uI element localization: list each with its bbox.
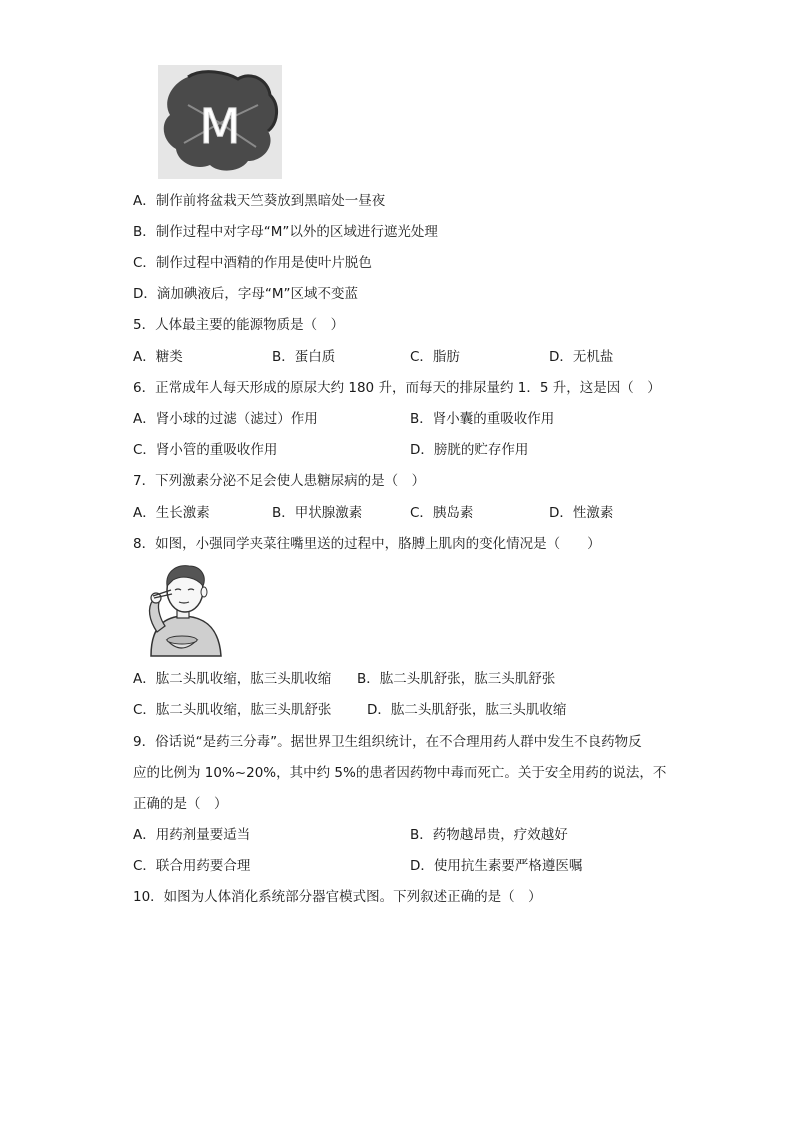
q5-option-b: B．蛋白质 [272,349,336,365]
q4-option-c: C．制作过程中酒精的作用是使叶片脱色 [133,255,372,271]
q6-option-a: A．肾小球的过滤（滤过）作用 [133,411,318,427]
leaf-illustration [158,65,282,179]
q9-option-a: A．用药剂量要适当 [133,827,251,843]
q7-option-a: A．生长激素 [133,505,210,521]
q8-stem: 8．如图，小强同学夹菜往嘴里送的过程中，胳膊上肌肉的变化情况是（ ） [133,536,601,552]
q6-option-d: D．膀胱的贮存作用 [410,442,529,458]
q6-option-c: C．肾小管的重吸收作用 [133,442,278,458]
q8-option-a: A．肱二头肌收缩，肱三头肌收缩 [133,671,332,687]
q9-stem-line-3: 正确的是（ ） [133,796,228,812]
leaf-letter-m: M [199,99,241,155]
q7-option-d: D．性激素 [549,505,614,521]
q6-option-b: B．肾小囊的重吸收作用 [410,411,555,427]
q5-option-d: D．无机盐 [549,349,614,365]
q7-stem: 7．下列激素分泌不足会使人患糖尿病的是（ ） [133,473,426,489]
q5-option-a: A．糖类 [133,349,183,365]
leaf-photo-figure [158,65,282,179]
q6-stem: 6．正常成年人每天形成的原尿大约 180 升，而每天的排尿量约 1．5 升，这是因（ ） [133,380,661,396]
q10-stem: 10．如图为人体消化系统部分器官模式图。下列叙述正确的是（ ） [133,889,542,905]
q7-option-b: B．甲状腺激素 [272,505,363,521]
q9-stem-line-1: 9．俗话说“是药三分毒”。据世界卫生组织统计，在不合理用药人群中发生不良药物反 [133,734,642,750]
q9-stem-line-2: 应的比例为 10%~20%，其中约 5%的患者因药物中毒而死亡。关于安全用药的说法，不 [133,765,667,781]
boy-illustration [133,560,228,658]
q4-option-d: D．滴加碘液后，字母“M”区域不变蓝 [133,286,359,302]
q8-option-c: C．肱二头肌收缩，肱三头肌舒张 [133,702,332,718]
q5-stem: 5．人体最主要的能源物质是（ ） [133,317,345,333]
q9-option-d: D．使用抗生素要严格遵医嘱 [410,858,583,874]
q8-option-b: B．肱二头肌舒张，肱三头肌舒张 [357,671,556,687]
q7-option-c: C．胰岛素 [410,505,474,521]
q9-option-b: B．药物越昂贵，疗效越好 [410,827,568,843]
q8-option-d: D．肱二头肌舒张，肱三头肌收缩 [367,702,567,718]
q4-option-b: B．制作过程中对字母“M”以外的区域进行遮光处理 [133,224,438,240]
q5-option-c: C．脂肪 [410,349,460,365]
q9-option-c: C．联合用药要合理 [133,858,251,874]
q4-option-a: A．制作前将盆栽天竺葵放到黑暗处一昼夜 [133,193,386,209]
boy-eating-figure [133,560,228,658]
